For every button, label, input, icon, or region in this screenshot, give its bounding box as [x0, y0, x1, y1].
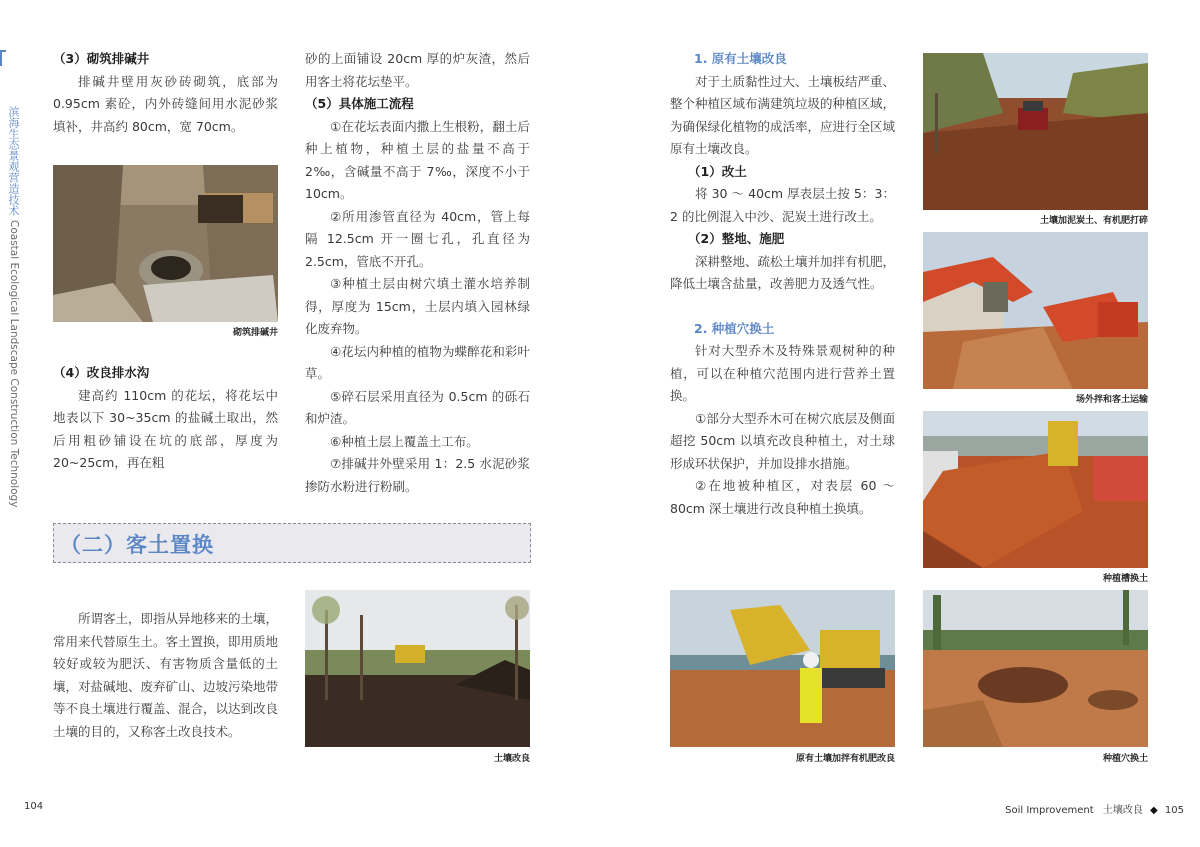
section-title: （二）客土置换 — [60, 533, 214, 557]
left-column-2 — [305, 48, 530, 498]
heading-3: （3）砌筑排碱井 — [53, 51, 150, 66]
step-3: ③种植土层由树穴填土灌水培养制得，厚度为 15cm，土层内填入园林绿化废弃物。 — [305, 276, 530, 336]
step-6: ⑥种植土层上覆盖土工布。 — [330, 433, 479, 449]
pit-step-1: ①部分大型乔木可在树穴底层及侧面超挖 50cm 以填充改良种植土，对土球形成环状保护，并加设排水措施。 — [670, 410, 895, 471]
step-1: ①在花坛表面内撒上生根粉，翻土后种上植物，种植土层的盐量不高于 2‰，含碱量不高于 7‰，深度不小于 10cm。 — [305, 118, 530, 201]
left-bottom-column — [53, 608, 278, 743]
diamond-icon: ◆ — [1150, 805, 1158, 816]
left-column-1 — [53, 48, 278, 138]
paragraph-pit-replacement: 针对大型乔木及特殊景观树种的种植，可以在种植穴范围内进行营养土置换。 — [670, 343, 895, 403]
photo-soil-improvement — [305, 590, 530, 747]
footer-label-cn: 土壤改良 — [1102, 805, 1143, 816]
side-tab-rule — [0, 50, 6, 52]
side-tab-line — [0, 50, 2, 66]
heading-5: （5）具体施工流程 — [305, 96, 414, 111]
paragraph-guest-soil: 所谓客土，即指从异地移来的土壤，常用来代替原生土。客土置换，即用质地较好或较为肥沃、有害物质含量低的土壤，对盐碱地、废弃矿山、边坡污染地带等不良土壤进行覆盖、混合，以达到改良土壤的目的，又称客土改良技术。 — [53, 611, 279, 739]
caption-pit-replacement: 种植穴换土 — [1102, 754, 1148, 764]
heading-tillage: （2）整地、施肥 — [688, 231, 785, 246]
page-number-left: 104 — [24, 801, 44, 812]
caption-soil-improvement: 土壤改良 — [493, 754, 530, 764]
section-heading-box — [53, 523, 531, 563]
left-column-1b — [53, 362, 278, 475]
caption-original-soil-fertilizer: 原有土壤加拌有机肥改良 — [795, 754, 895, 764]
photo-planting-trough — [923, 411, 1148, 568]
paragraph-well: 排碱井壁用灰砂砖砌筑，底部为 0.95cm 素砼，内外砖缝间用水泥砂浆填补，井高约 80cm，宽 70cm。 — [53, 73, 278, 134]
photo-pit-replacement — [923, 590, 1148, 747]
photo-original-soil-fertilizer — [670, 590, 895, 747]
heading-soil-change: （1）改土 — [688, 163, 747, 179]
step-2: ②所用渗管直径为 40cm，管上每隔 12.5cm 开一圈七孔，孔直径为 2.5cm，管底不开孔。 — [305, 208, 530, 269]
page-number-right: 105 — [1164, 805, 1184, 816]
step-4: ④花坛内种植的植物为蝶醉花和彩叶草。 — [305, 343, 530, 381]
paragraph-original-soil: 对于土质黏性过大、土壤板结严重、整个种植区域布满建筑垃圾的种植区域，为确保绿化植物的成活率，应进行全区域原有土壤改良。 — [670, 73, 896, 156]
paragraph-soil-change: 将 30 ～ 40cm 厚表层土按 5：3：2 的比例混入中沙、泥炭土进行改土。 — [670, 186, 895, 224]
caption-alkali-well: 砌筑排碱井 — [232, 328, 278, 338]
footer-label-en: Soil Improvement — [1005, 805, 1094, 816]
right-text-column — [670, 48, 895, 520]
caption-peat-fertilizer: 土壤加泥炭土、有机肥打碎 — [1039, 216, 1148, 226]
side-title-en: Coastal Ecological Landscape Construction Technology — [8, 220, 20, 508]
paragraph-drain: 建高约 110cm 的花坛，将花坛中地表以下 30~35cm 的盐碱土取出，然后用粗砂铺设在坑的底部，厚度为 20~25cm，再在粗 — [53, 387, 278, 470]
heading-pit-replacement: 2. 种植穴换土 — [694, 320, 775, 336]
pit-step-2: ②在地被种植区，对表层 60 ～ 80cm 深土壤进行改良种植土换填。 — [670, 478, 895, 516]
photo-peat-fertilizer — [923, 53, 1148, 210]
caption-outdoor-mixing: 场外拌和客土运输 — [1075, 395, 1148, 405]
step-7: ⑦排碱井外壁采用 1：2.5 水泥砂浆掺防水粉进行粉刷。 — [305, 456, 530, 494]
footer-right — [1005, 801, 1184, 816]
photo-outdoor-mixing — [923, 232, 1148, 389]
side-tab — [0, 50, 24, 508]
side-title-cn: 滨海生态景观营造技术 — [7, 106, 20, 216]
right-page — [600, 0, 1200, 847]
step-5: ⑤碎石层采用直径为 0.5cm 的砾石和炉渣。 — [305, 388, 530, 426]
heading-original-soil: 1. 原有土壤改良 — [694, 51, 787, 66]
paragraph-tillage: 深耕整地、疏松土壤并加拌有机肥，降低土壤含盐量，改善肥力及透气性。 — [670, 253, 896, 291]
paragraph-continuation: 砂的上面铺设 20cm 厚的炉灰渣，然后用客土将花坛垫平。 — [305, 51, 530, 89]
photo-alkali-well — [53, 165, 278, 322]
heading-4: （4）改良排水沟 — [53, 365, 150, 380]
caption-planting-trough: 种植槽换土 — [1102, 574, 1148, 584]
